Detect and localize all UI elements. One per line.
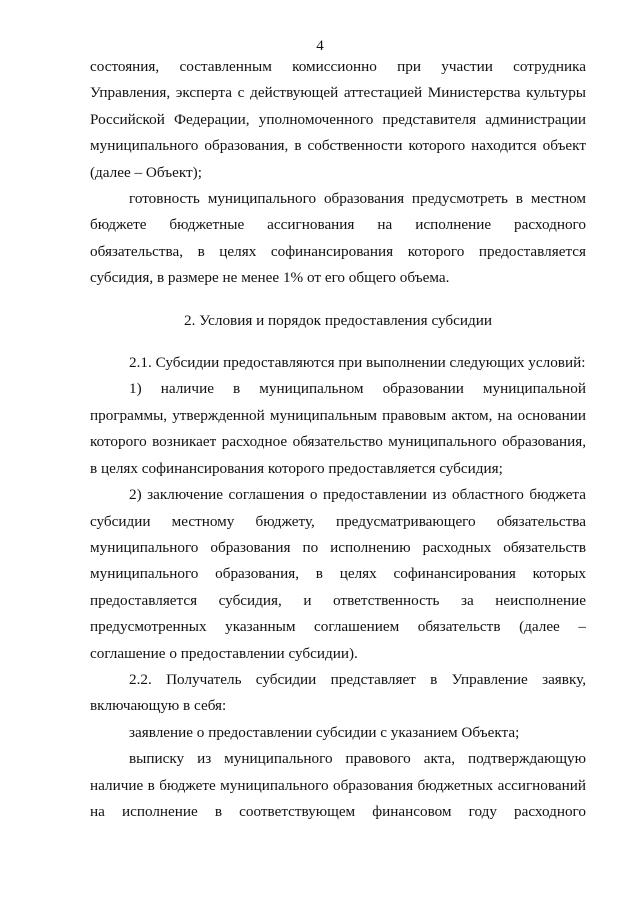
paragraph-2-2: 2.2. Получатель субсидии представляет в Управление заявку, включающую в себя: [90, 670, 586, 715]
page-number: 4 [316, 38, 324, 54]
paragraph-application-statement: заявление о предоставлении субсидии с указанием Объекта; [129, 723, 520, 741]
document-body [90, 54, 586, 825]
paragraph-commission-continuation: состояния, составленным комиссионно при участии сотрудника Управления, эксперта с действующей аттестацией Министерства культуры Российской Федерации, уполномоченного представителя администрации муниципального образования, в собственности которого находится объект (далее – Объект); [90, 58, 586, 181]
paragraph-condition-1: 1) наличие в муниципальном образовании муниципальной программы, утвержденной муниципальным правовым актом, на основании которого возникает расходное обязательство муниципального образования, в целях софинансирования которого предоставляется субсидия; [90, 380, 586, 477]
paragraph-condition-2: 2) заключение соглашения о предоставлении из областного бюджета субсидии местному бюджету, предусматривающего обязательства муниципального образования по исполнению расходных обязательств муниципального образования, в целях софинансирования которых предоставляется субсидия, и ответственность за неисполнение предусмотренных указанным соглашением обязательств (далее – соглашение о предоставлении субсидии). [90, 486, 586, 662]
section-heading: 2. Условия и порядок предоставления субсидии [184, 311, 492, 329]
paragraph-2-1: 2.1. Субсидии предоставляются при выполнении следующих условий: [129, 354, 586, 372]
paragraph-legal-act-extract: выписку из муниципального правового акта, подтверждающую наличие в бюджете муниципального образования бюджетных ассигнований на исполнение в соответствующем финансовом году расходного [90, 750, 586, 820]
paragraph-budget-readiness: готовность муниципального образования предусмотреть в местном бюджете бюджетные ассигнования на исполнение расходного обязательства, в целях софинансирования которого предоставляется субсидия, в размере не менее 1% от его общего объема. [90, 190, 586, 287]
